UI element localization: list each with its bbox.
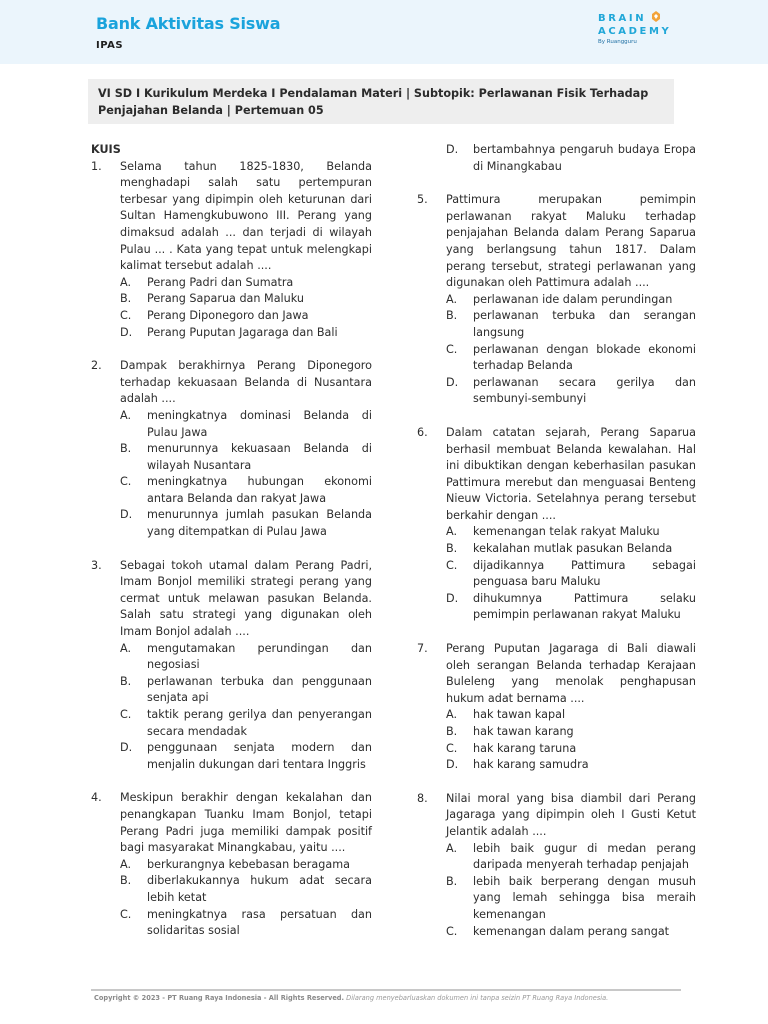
option-text: perlawanan dengan blokade ekonomi terhadap Belanda	[473, 342, 696, 373]
option-text: Perang Saparua dan Maluku	[147, 292, 304, 306]
copyright-notice: Dilarang menyebarluaskan dokumen ini tanpa seizin PT Ruang Raya Indonesia.	[346, 994, 609, 1002]
answer-option	[446, 142, 696, 175]
option-text: mengutamakan perundingan dan negosiasi	[147, 641, 372, 672]
question-text: Dalam catatan sejarah, Perang Saparua berhasil membuat Belanda kewalahan. Hal ini dibuktikan dengan keberhasilan pasukan Pattimura merebut dan menguasai Benteng Nieuw Victoria. Setelahnya perang tersebut berkahir dengan ....	[446, 425, 696, 522]
quiz-heading: KUIS	[91, 143, 121, 156]
option-letter: A.	[446, 708, 458, 722]
answer-option	[446, 874, 696, 924]
option-letter: B.	[120, 674, 132, 688]
option-text: perlawanan secara gerilya dan sembunyi-sembunyi	[473, 375, 696, 406]
question-text: Nilai moral yang bisa diambil dari Perang Jagaraga yang dipimpin oleh I Gusti Ketut Jelantik adalah ....	[446, 791, 696, 838]
topic-banner	[88, 79, 674, 124]
answer-option	[446, 707, 696, 724]
logo-byline: By Ruangguru	[598, 39, 637, 45]
option-text: penggunaan senjata modern dan menjalin dukungan dari tentara Inggris	[147, 741, 372, 771]
option-text: Perang Puputan Jagaraga dan Bali	[147, 325, 338, 339]
question-number	[417, 142, 446, 175]
answer-option	[120, 707, 372, 740]
footer-divider	[91, 989, 681, 991]
left-column	[91, 142, 372, 940]
quiz-question	[417, 142, 696, 175]
answer-option	[446, 924, 696, 941]
answer-option	[120, 641, 372, 674]
answer-option	[446, 757, 696, 774]
answer-option	[120, 291, 372, 308]
quiz-question	[417, 791, 696, 940]
option-letter: A.	[446, 525, 458, 539]
topic-text: VI SD I Kurikulum Merdeka I Pendalaman Materi | Subtopik: Perlawanan Fisik Terhadap Penjajahan Belanda | Pertemuan 05	[98, 87, 649, 117]
option-letter: D.	[446, 591, 459, 605]
option-letter: C.	[120, 475, 132, 489]
option-text: diberlakukannya hukum adat secara lebih ketat	[147, 874, 372, 904]
option-text: taktik perang gerilya dan penyerangan secara mendadak	[147, 708, 372, 738]
answer-option	[120, 740, 372, 773]
answer-option	[446, 292, 696, 309]
answer-option	[446, 524, 696, 541]
answer-option	[446, 308, 696, 341]
copyright-text: Copyright © 2023 - PT Ruang Raya Indonesia - All Rights Reserved.	[94, 994, 345, 1002]
option-letter: B.	[120, 292, 132, 306]
answer-option	[120, 857, 372, 874]
answer-option	[120, 674, 372, 707]
option-letter: D.	[120, 741, 133, 755]
answer-option	[120, 507, 372, 540]
document-title: Bank Aktivitas Siswa	[96, 14, 281, 33]
answer-option	[446, 375, 696, 408]
option-text: kemenangan dalam perang sangat	[473, 924, 670, 938]
option-text: bertambahnya pengaruh budaya Eropa di Minangkabau	[473, 143, 696, 173]
option-letter: C.	[120, 907, 132, 921]
option-letter: C.	[446, 924, 458, 938]
option-text: meningkatnya rasa persatuan dan solidaritas sosial	[147, 907, 372, 938]
question-text: Selama tahun 1825-1830, Belanda menghadapi salah satu pertempuran terbesar yang dipimpin oleh keturunan dari Sultan Hamengkubuwono III. Perang yang dimaksud adalah ... dan terjadi di wilayah Pulau ... . Kata yang tepat untuk melengkapi kalimat tersebut adalah ....	[120, 159, 372, 273]
option-letter: A.	[120, 641, 132, 655]
question-number: 7.	[417, 642, 428, 656]
question-number: 5.	[417, 193, 428, 207]
answer-option	[446, 841, 696, 874]
answer-option	[120, 275, 372, 292]
answer-option	[446, 541, 696, 558]
option-text: hak karang taruna	[473, 741, 577, 755]
answer-option	[120, 408, 372, 441]
question-number: 1.	[91, 159, 102, 173]
option-text: perlawanan terbuka dan penggunaan senjata api	[147, 674, 372, 705]
question-number: 3.	[91, 558, 102, 572]
question-number: 2.	[91, 359, 102, 373]
answer-option	[120, 308, 372, 325]
quiz-question	[91, 159, 372, 342]
option-text: lebih baik berperang dengan musuh yang lemah sehingga bisa meraih kemenangan	[473, 874, 696, 921]
option-text: perlawanan ide dalam perundingan	[473, 292, 673, 306]
option-letter: D.	[446, 375, 459, 389]
option-text: meningkatnya hubungan ekonomi antara Belanda dan rakyat Jawa	[147, 475, 372, 505]
question-text: Sebagai tokoh utamal dalam Perang Padri, Imam Bonjol memiliki strategi perang yang cermat untuk melawan pasukan Belanda. Salah satu strategi yang digunakan oleh Imam Bonjol adalah ....	[120, 558, 372, 639]
answer-option	[120, 325, 372, 342]
option-letter: B.	[120, 874, 132, 888]
page-footer	[94, 994, 608, 1002]
option-letter: A.	[120, 408, 132, 422]
question-number: 8.	[417, 791, 428, 805]
option-text: hak tawan kapal	[473, 708, 566, 722]
option-text: perlawanan terbuka dan serangan langsung	[473, 309, 696, 339]
answer-option	[446, 342, 696, 375]
option-letter: C.	[120, 708, 132, 721]
option-text: Perang Diponegoro dan Jawa	[147, 308, 309, 322]
quiz-question	[417, 192, 696, 408]
option-text: dijadikannya Pattimura sebagai penguasa baru Maluku	[473, 558, 696, 589]
option-letter: B.	[120, 442, 132, 456]
option-letter: D.	[446, 143, 459, 156]
answer-option	[446, 724, 696, 741]
question-text: Perang Puputan Jagaraga di Bali diawali oleh serangan Belanda terhadap Kerajaan Buleleng yang menolak penghapusan hukum adat bernama ....	[446, 642, 696, 705]
option-letter: D.	[120, 508, 133, 522]
question-number: 4.	[91, 791, 102, 805]
quiz-question	[91, 790, 372, 939]
option-letter: A.	[120, 857, 132, 871]
option-letter: D.	[446, 758, 459, 772]
answer-option	[120, 907, 372, 940]
option-text: Perang Padri dan Sumatra	[147, 275, 294, 289]
answer-option	[446, 741, 696, 758]
logo-line2: ACADEMY	[598, 26, 672, 37]
question-text: Pattimura merupakan pemimpin perlawanan rakyat Maluku terhadap penjajahan Belanda dalam Perang Saparua yang berlangsung tahun 1817. Dalam perang tersebut, strategi perlawanan yang digunakan oleh Pattimura adalah ....	[446, 193, 696, 290]
option-letter: A.	[120, 275, 132, 289]
option-letter: B.	[446, 874, 458, 888]
option-letter: B.	[446, 725, 458, 738]
answer-option	[446, 558, 696, 591]
option-text: hak tawan karang	[473, 725, 574, 738]
option-text: hak karang samudra	[473, 758, 589, 772]
option-text: dihukumnya Pattimura selaku pemimpin perlawanan rakyat Maluku	[473, 591, 696, 622]
option-text: menurunnya kekuasaan Belanda di wilayah Nusantara	[147, 442, 372, 472]
option-letter: C.	[120, 308, 132, 322]
quiz-question	[417, 641, 696, 774]
subject-label: IPAS	[96, 40, 124, 51]
option-letter: A.	[446, 292, 458, 306]
option-text: menurunnya jumlah pasukan Belanda yang ditempatkan di Pulau Jawa	[147, 508, 372, 539]
question-number: 6.	[417, 425, 428, 439]
option-text: berkurangnya kebebasan beragama	[147, 857, 350, 871]
option-letter: C.	[446, 741, 458, 755]
option-text: lebih baik gugur di medan perang daripada menyerah terhadap penjajah	[473, 841, 696, 872]
option-text: kemenangan telak rakyat Maluku	[473, 525, 660, 539]
option-letter: C.	[446, 558, 458, 572]
question-text: Meskipun berakhir dengan kekalahan dan penangkapan Tuanku Imam Bonjol, tetapi Perang Padri juga memiliki dampak positif bagi masyarakat Minangkabau, yaitu ....	[120, 791, 372, 855]
option-letter: B.	[446, 309, 458, 323]
option-text: kekalahan mutlak pasukan Belanda	[473, 542, 673, 556]
quiz-question	[91, 358, 372, 541]
option-text: meningkatnya dominasi Belanda di Pulau Jawa	[147, 408, 372, 439]
answer-option	[120, 441, 372, 474]
right-column	[417, 142, 696, 940]
question-text: Dampak berakhirnya Perang Diponegoro terhadap kekuasaan Belanda di Nusantara adalah ....	[120, 359, 372, 406]
option-letter: C.	[446, 342, 458, 356]
answer-option	[120, 474, 372, 507]
answer-option	[120, 873, 372, 906]
answer-option	[446, 591, 696, 624]
quiz-question	[91, 558, 372, 774]
option-letter: D.	[120, 325, 133, 339]
page-header	[0, 0, 768, 64]
lightbulb-icon	[649, 10, 663, 24]
option-letter: A.	[446, 841, 458, 855]
option-letter: B.	[446, 542, 458, 556]
quiz-question	[417, 425, 696, 624]
logo-line1: BRAIN	[598, 13, 647, 24]
brain-academy-logo	[598, 12, 678, 54]
